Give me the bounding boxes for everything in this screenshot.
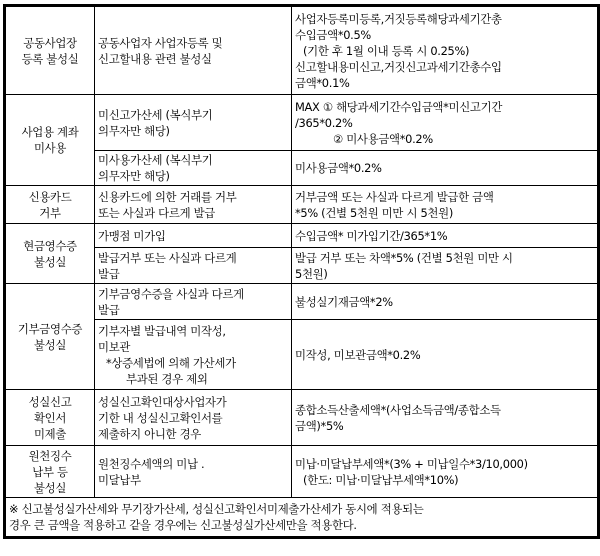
description-line: 의무자만 해당) (98, 169, 170, 183)
penalty-line: 수입금액* 미가입기간/365*1% (295, 228, 448, 243)
table-row (5, 446, 599, 498)
description-line: 발급 (98, 302, 120, 317)
description-cell (95, 6, 292, 95)
description-line: 제출하지 아니한 경우 (98, 426, 201, 441)
category-line: 등록 불성실 (21, 51, 79, 66)
category-line: 성실신고 (28, 394, 72, 409)
penalty-line: 미사용금액*0.2% (295, 161, 382, 175)
penalty-line: (한도: 미납·미달납부세액*10%) (303, 472, 459, 487)
description-line: 부과된 경우 제외 (126, 371, 208, 386)
penalty-line: 금액*0.1% (295, 75, 350, 90)
category-cell (5, 284, 95, 390)
category-line: 신용카드 (28, 189, 72, 204)
description-line: 미사용가산세 (복식부기 (98, 153, 213, 167)
description-line: 의무자만 해당) (98, 123, 170, 138)
category-line: 미제출 (33, 426, 67, 441)
table-row (5, 186, 599, 224)
description-line: 가맹점 미가입 (98, 228, 166, 243)
note-line: 경우 큰 금액을 적용하고 같을 경우에는 신고불성실가산세만을 적용한다. (9, 518, 357, 532)
description-line: 원천징수세액의 미납 . (98, 456, 205, 471)
penalty-cell (292, 151, 599, 186)
category-line: 공동사업장 (23, 35, 77, 50)
description-line: 또는 사실과 다르게 발급 (98, 205, 215, 220)
description-line: 기한 내 성실신고확인서를 (98, 410, 223, 425)
description-line: 미달납부 (98, 472, 141, 487)
note-mark: ※ (9, 502, 19, 516)
penalty-line: 거부금액 또는 사실과 다르게 발급한 금액 (295, 189, 494, 204)
category-cell (5, 95, 95, 186)
description-cell (95, 224, 292, 248)
penalty-line: 종합소득산출세액*(사업소득금액/종합소득 (295, 402, 501, 417)
description-line: 공동사업자 사업자등록 및 (98, 35, 223, 50)
description-line: 발급거부 또는 사실과 다르게 (98, 250, 237, 265)
penalty-line: *5% (건별 5천원 미만 시 5천원) (295, 205, 453, 220)
penalty-line: /365*0.2% (295, 115, 353, 130)
category-line: 확인서 (33, 410, 67, 425)
penalty-line: (기한 후 1월 이내 등록 시 0.25%) (303, 43, 470, 58)
note-cell (5, 498, 599, 538)
description-cell (95, 390, 292, 446)
description-cell (95, 446, 292, 498)
penalty-cell (292, 284, 599, 320)
note-row (5, 498, 599, 538)
penalty-line: MAX ① 해당과세기간수입금액*미신고기간 (295, 99, 503, 114)
description-line: 신용카드에 의한 거래를 거부 (98, 189, 237, 204)
table-row (5, 284, 599, 320)
penalty-line: 불성실기재금액*2% (295, 294, 393, 309)
description-line: 기부자별 발급내역 미작성, (98, 323, 226, 338)
category-line: 불성실 (33, 254, 67, 269)
description-cell (95, 248, 292, 284)
penalty-line: 신고할내용미신고,거짓신고과세기간총수입 (295, 59, 502, 74)
description-cell (95, 151, 292, 186)
table-row (5, 6, 599, 95)
description-cell (95, 186, 292, 224)
category-line: 불성실 (33, 480, 67, 495)
category-cell (5, 186, 95, 224)
table-row (5, 95, 599, 151)
penalty-line: 5천원) (295, 266, 328, 281)
penalty-line: 발급 거부 또는 차액*5% (건별 5천원 미만 시 (295, 250, 513, 265)
penalty-cell (292, 248, 599, 284)
table-row (5, 320, 599, 390)
category-line: 미사용 (33, 141, 67, 155)
category-line: 거부 (39, 205, 61, 220)
penalty-table (3, 4, 600, 539)
penalty-cell (292, 320, 599, 390)
penalty-line: ② 미사용금액*0.2% (333, 131, 433, 146)
category-line: 원천징수 (28, 448, 72, 463)
note-line (9, 501, 594, 517)
category-line: 사업용 계좌 (21, 125, 79, 139)
penalty-cell (292, 224, 599, 248)
category-line: 기부금영수증 (17, 321, 83, 336)
penalty-line: 수입금액*0.5% (295, 27, 371, 42)
penalty-cell (292, 390, 599, 446)
penalty-cell (292, 95, 599, 151)
description-line: 발급 (98, 266, 120, 281)
category-cell (5, 6, 95, 95)
category-line: 불성실 (33, 337, 67, 352)
table-row (5, 248, 599, 284)
description-cell (95, 320, 292, 390)
penalty-line: 미작성, 미보관금액*0.2% (295, 347, 421, 362)
note-text: 신고불성실가산세와 무기장가산세, 성실신고확인서미제출가산세가 동시에 적용되는 (21, 502, 424, 516)
category-cell (5, 224, 95, 284)
category-cell (5, 446, 95, 498)
penalty-cell (292, 186, 599, 224)
table-row (5, 151, 599, 186)
description-line: *상증세법에 의해 가산세가 (106, 355, 236, 370)
category-cell (5, 390, 95, 446)
penalty-line: 금액)*5% (295, 418, 344, 433)
category-line: 납부 등 (32, 464, 68, 479)
penalty-cell (292, 446, 599, 498)
category-line: 현금영수증 (23, 238, 77, 253)
table-row (5, 390, 599, 446)
penalty-cell (292, 6, 599, 95)
description-cell (95, 284, 292, 320)
description-cell (95, 95, 292, 151)
description-line: 기부금영수증을 사실과 다르게 (98, 286, 244, 301)
description-line: 미신고가산세 (복식부기 (98, 107, 213, 122)
table-row (5, 224, 599, 248)
description-line: 신고할내용 관련 불성실 (98, 51, 212, 66)
penalty-line: 사업자등록미등록,거짓등록해당과세기간총 (295, 11, 502, 26)
penalty-line: 미납·미달납부세액*(3% + 미납일수*3/10,000) (295, 456, 528, 471)
description-line: 성실신고확인대상사업자가 (98, 394, 227, 409)
description-line: 미보관 (98, 339, 131, 354)
